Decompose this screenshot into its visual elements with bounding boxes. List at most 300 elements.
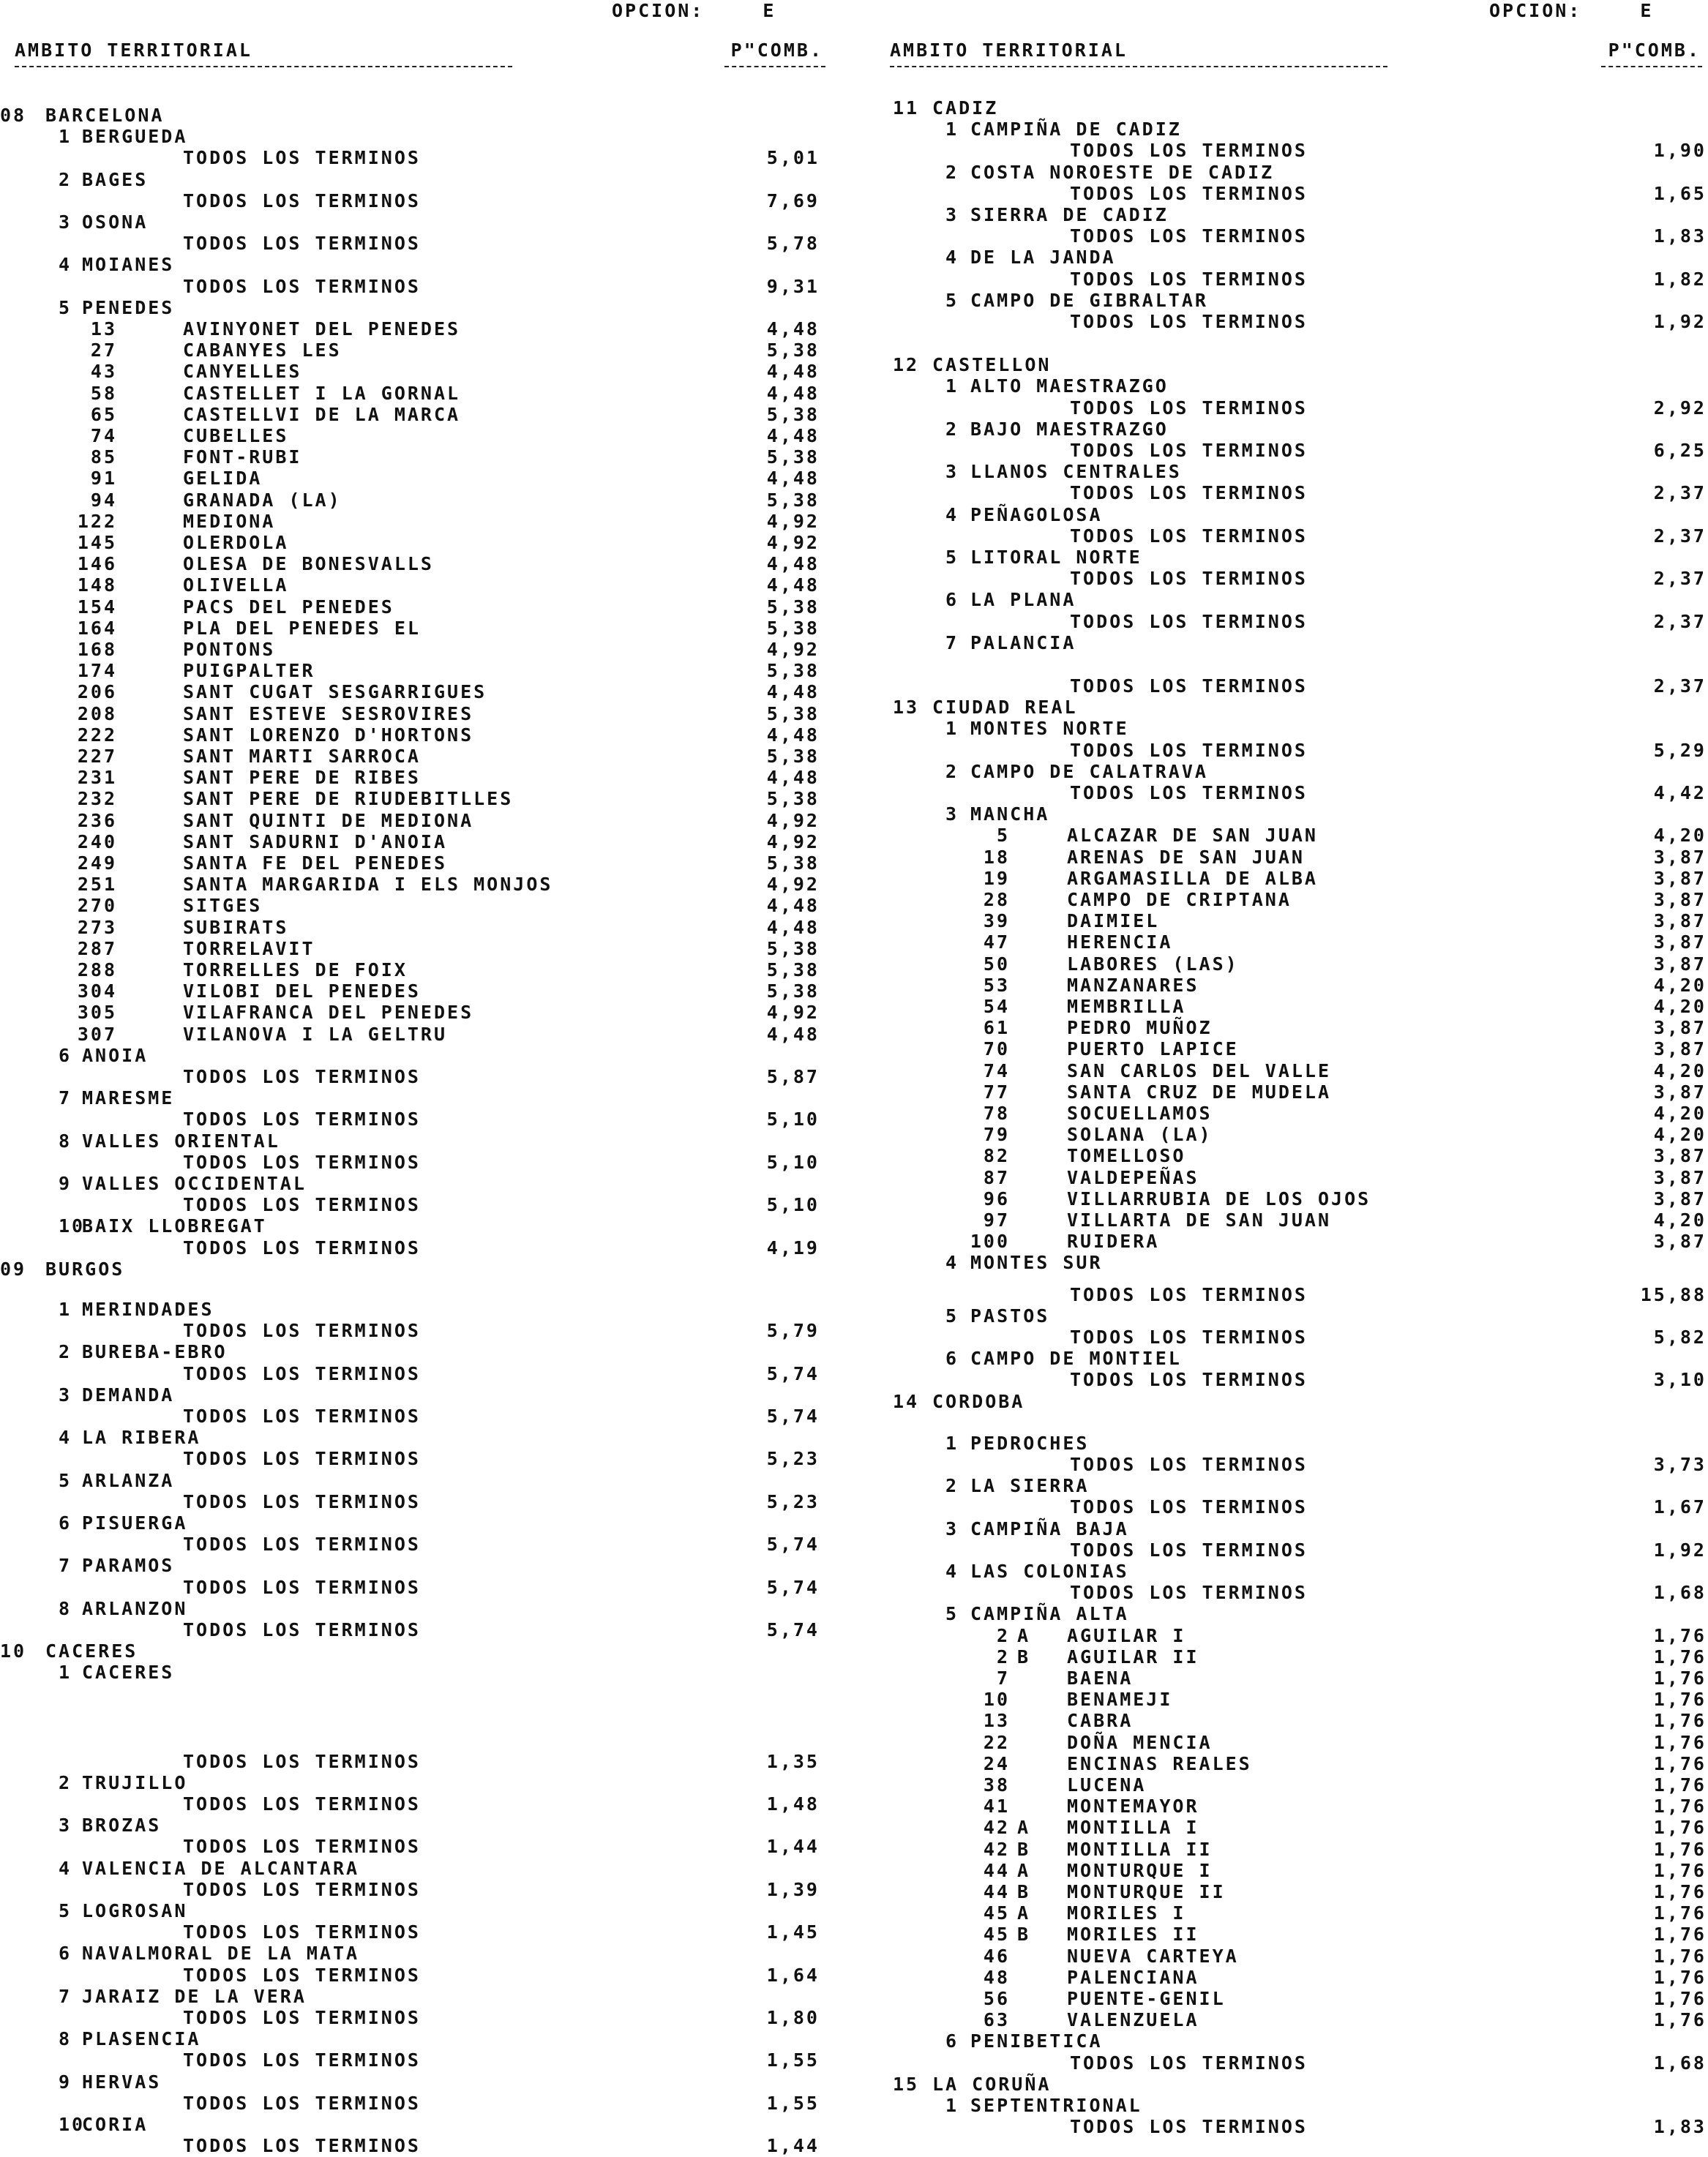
pcomb-value: 4,92	[766, 639, 820, 660]
province-code: 14	[893, 1390, 920, 1412]
comarca-code: 3	[945, 204, 959, 225]
municipality-row	[878, 1188, 1708, 1210]
municipality-name: CASTELLET I LA GORNAL	[183, 382, 461, 404]
municipality-row	[0, 361, 842, 383]
municipality-name: DOÑA MENCIA	[1067, 1731, 1213, 1753]
right-column	[878, 0, 1708, 2156]
municipality-name: SAN CARLOS DEL VALLE	[1067, 1059, 1332, 1081]
todos-row	[878, 1582, 1708, 1604]
comarca-name: BROZAS	[82, 1815, 162, 1837]
pcomb-value: 3,87	[1653, 1017, 1707, 1039]
pcomb-value: 4,48	[766, 916, 820, 938]
comarca-code: 2	[59, 168, 72, 190]
municipality-row	[878, 1902, 1708, 1924]
municipality-code: 28	[983, 889, 1010, 910]
comarca-row	[0, 2028, 842, 2050]
comarca-name: LLANOS CENTRALES	[970, 461, 1182, 483]
pcomb-value: 5,38	[766, 617, 820, 639]
municipality-code: 87	[983, 1166, 1010, 1188]
municipality-row	[0, 831, 842, 853]
pcomb-value: 2,92	[1653, 397, 1707, 419]
todos-label: TODOS LOS TERMINOS	[1070, 182, 1308, 204]
todos-row	[878, 1454, 1708, 1476]
comarca-name: OSONA	[82, 211, 149, 233]
todos-label: TODOS LOS TERMINOS	[1070, 2116, 1308, 2138]
comarca-row	[0, 1045, 842, 1067]
municipality-name: SUBIRATS	[183, 916, 289, 938]
todos-row	[878, 740, 1708, 762]
pcomb-value: 1,44	[766, 1836, 820, 1858]
todos-label: TODOS LOS TERMINOS	[183, 2135, 421, 2157]
province-name: CADIZ	[932, 97, 999, 119]
pcomb-value: 4,48	[766, 724, 820, 746]
comarca-name: MERINDADES	[82, 1299, 214, 1320]
municipality-name: SANT PERE DE RIBES	[183, 767, 421, 789]
comarca-name: ALTO MAESTRAZGO	[970, 375, 1169, 397]
todos-label: TODOS LOS TERMINOS	[183, 1320, 421, 1342]
comarca-name: HERVAS	[82, 2071, 162, 2093]
comarca-code: 2	[59, 1341, 72, 1363]
comarca-name: PEÑAGOLOSA	[970, 503, 1103, 525]
pcomb-value: 1,76	[1653, 1902, 1707, 1924]
todos-label: TODOS LOS TERMINOS	[1070, 1496, 1308, 1518]
municipality-row	[878, 1038, 1708, 1060]
municipality-code: 79	[983, 1124, 1010, 1146]
todos-label: TODOS LOS TERMINOS	[183, 2049, 421, 2071]
comarca-code: 1	[945, 2095, 959, 2116]
municipality-code: 53	[983, 974, 1010, 996]
comarca-name: BUREBA-EBRO	[82, 1341, 228, 1363]
pcomb-underline	[724, 66, 825, 67]
pcomb-value: 3,87	[1653, 931, 1707, 953]
comarca-code: 4	[59, 254, 72, 276]
comarca-name: PLASENCIA	[82, 2028, 201, 2050]
municipality-row	[0, 468, 842, 489]
todos-label: TODOS LOS TERMINOS	[183, 1793, 421, 1815]
pcomb-value: 2,37	[1653, 482, 1707, 504]
municipality-code: 10	[983, 1689, 1010, 1711]
todos-row	[0, 1066, 842, 1088]
municipality-name: MORILES II	[1067, 1924, 1199, 1946]
pcomb-value: 5,78	[766, 233, 820, 255]
municipality-row	[878, 1167, 1708, 1189]
comarca-name: PARAMOS	[82, 1555, 175, 1577]
todos-label: TODOS LOS TERMINOS	[183, 275, 421, 297]
municipality-name: CAMPO DE CRIPTANA	[1067, 889, 1292, 910]
comarca-row	[878, 803, 1708, 825]
pcomb-value: 4,48	[766, 553, 820, 575]
todos-label: TODOS LOS TERMINOS	[183, 1362, 421, 1384]
todos-row	[0, 2049, 842, 2071]
province-row	[878, 2074, 1708, 2096]
municipality-name: AVINYONET DEL PENEDES	[183, 318, 461, 340]
comarca-code: 4	[945, 1252, 959, 1274]
municipality-row	[878, 1946, 1708, 1967]
municipality-code: 48	[983, 1966, 1010, 1988]
pcomb-value: 5,74	[766, 1534, 820, 1556]
municipality-row	[878, 847, 1708, 869]
municipality-code: 22	[983, 1731, 1010, 1753]
municipality-row	[878, 953, 1708, 975]
province-name: CIUDAD REAL	[932, 697, 1078, 719]
pcomb-value: 5,23	[766, 1448, 820, 1470]
todos-row	[0, 1751, 842, 1773]
municipality-code: 100	[970, 1231, 1010, 1253]
municipality-name: VILOBI DEL PENEDES	[183, 980, 421, 1002]
pcomb-value: 1,44	[766, 2135, 820, 2157]
municipality-name: MEDIONA	[183, 510, 276, 532]
opcion-label: OPCION:	[612, 0, 705, 21]
todos-label: TODOS LOS TERMINOS	[183, 2092, 421, 2114]
municipality-name: PEDRO MUÑOZ	[1067, 1017, 1213, 1039]
municipality-name: CABANYES LES	[183, 340, 342, 361]
pcomb-value: 5,23	[766, 1490, 820, 1512]
municipality-code: 13	[90, 318, 117, 340]
comarca-row	[0, 2114, 842, 2136]
municipality-name: LABORES (LAS)	[1067, 953, 1239, 975]
comarca-row	[878, 1475, 1708, 1497]
comarca-code: 4	[945, 503, 959, 525]
todos-label: TODOS LOS TERMINOS	[1070, 440, 1308, 461]
pcomb-value: 4,48	[766, 425, 820, 446]
comarca-name: BAIX LLOBREGAT	[82, 1215, 267, 1237]
pcomb-value: 1,82	[1653, 268, 1707, 290]
comarca-code: 10	[59, 2114, 86, 2135]
pcomb-value: 4,20	[1653, 1209, 1707, 1231]
todos-row	[0, 2135, 842, 2157]
pcomb-value: 1,92	[1653, 311, 1707, 332]
pcomb-value: 1,90	[1653, 140, 1707, 162]
pcomb-value: 1,55	[766, 2049, 820, 2071]
municipality-name: SANT ESTEVE SESROVIRES	[183, 702, 474, 724]
comarca-row	[0, 1943, 842, 1965]
municipality-row	[0, 532, 842, 554]
comarca-name: MARESME	[82, 1087, 175, 1109]
todos-row	[878, 568, 1708, 590]
municipality-name: ARENAS DE SAN JUAN	[1067, 846, 1305, 868]
municipality-code: 251	[77, 874, 117, 896]
comarca-name: CAMPO DE GIBRALTAR	[970, 289, 1208, 311]
pcomb-value: 4,19	[766, 1237, 820, 1258]
pcomb-value: 1,76	[1653, 1668, 1707, 1689]
municipality-name: SANT MARTI SARROCA	[183, 746, 421, 767]
municipality-row	[878, 1231, 1708, 1253]
opcion-label: OPCION:	[1489, 0, 1582, 21]
province-code: 09	[0, 1258, 27, 1280]
comarca-code: 8	[59, 2028, 72, 2050]
municipality-code: 164	[77, 617, 117, 639]
municipality-code: 154	[77, 596, 117, 618]
comarca-code: 1	[945, 718, 959, 740]
todos-row	[878, 397, 1708, 419]
municipality-row	[878, 1988, 1708, 2010]
pcomb-value: 1,76	[1653, 1945, 1707, 1967]
pcomb-value: 4,20	[1653, 996, 1707, 1017]
municipality-name: OLERDOLA	[183, 532, 289, 553]
todos-row	[0, 276, 842, 298]
todos-row	[878, 183, 1708, 205]
comarca-name: DE LA JANDA	[970, 247, 1116, 269]
todos-row	[0, 1152, 842, 1174]
municipality-name: SANT QUINTI DE MEDIONA	[183, 809, 474, 831]
municipality-suffix: A	[1017, 1859, 1031, 1881]
comarca-row	[878, 2030, 1708, 2052]
municipality-name: SITGES	[183, 895, 263, 917]
comarca-row	[0, 297, 842, 319]
pcomb-value: 6,25	[1653, 440, 1707, 461]
pcomb-value: 2,37	[1653, 610, 1707, 632]
comarca-code: 4	[59, 1857, 72, 1879]
municipality-name: GRANADA (LA)	[183, 489, 342, 511]
pcomb-label: P"COMB.	[1608, 40, 1701, 61]
comarca-row	[0, 1215, 842, 1237]
comarca-name: CAMPIÑA DE CADIZ	[970, 119, 1182, 140]
municipality-row	[878, 2009, 1708, 2031]
pcomb-value: 1,76	[1653, 2009, 1707, 2031]
pcomb-value: 1,76	[1653, 1881, 1707, 1902]
municipality-code: 307	[77, 1023, 117, 1045]
municipality-name: ALCAZAR DE SAN JUAN	[1067, 825, 1318, 847]
pcomb-value: 4,20	[1653, 825, 1707, 847]
comarca-row	[878, 247, 1708, 269]
comarca-code: 8	[59, 1597, 72, 1619]
opcion-value: E	[763, 0, 776, 21]
todos-label: TODOS LOS TERMINOS	[1070, 268, 1308, 290]
municipality-row	[878, 996, 1708, 1018]
pcomb-value: 3,87	[1653, 1231, 1707, 1253]
pcomb-value: 5,10	[766, 1151, 820, 1173]
comarca-code: 1	[59, 1299, 72, 1320]
municipality-row	[878, 910, 1708, 932]
municipality-name: PUERTO LAPICE	[1067, 1038, 1239, 1060]
pcomb-value: 1,76	[1653, 1646, 1707, 1668]
municipality-name: DAIMIEL	[1067, 910, 1160, 932]
ambito-label: AMBITO TERRITORIAL	[890, 40, 1128, 61]
municipality-row	[878, 1060, 1708, 1082]
municipality-name: NUEVA CARTEYA	[1067, 1945, 1239, 1967]
pcomb-value: 5,38	[766, 403, 820, 425]
comarca-name: LOGROSAN	[82, 1900, 188, 1921]
municipality-row	[0, 681, 842, 703]
pcomb-value: 5,87	[766, 1066, 820, 1087]
municipality-code: 63	[983, 2009, 1010, 2031]
comarca-row	[878, 375, 1708, 397]
municipality-code: 54	[983, 996, 1010, 1017]
pcomb-value: 1,83	[1653, 2116, 1707, 2138]
municipality-code: 41	[983, 1796, 1010, 1817]
pcomb-value: 4,92	[766, 1002, 820, 1024]
comarca-code: 5	[945, 1603, 959, 1625]
opcion-value: E	[1640, 0, 1654, 21]
comarca-row	[878, 204, 1708, 226]
comarca-row	[0, 1986, 842, 2008]
comarca-code: 3	[945, 461, 959, 483]
todos-label: TODOS LOS TERMINOS	[183, 1576, 421, 1598]
todos-row	[878, 611, 1708, 633]
municipality-name: BENAMEJI	[1067, 1689, 1173, 1711]
municipality-name: MEMBRILLA	[1067, 996, 1186, 1017]
comarca-row	[878, 162, 1708, 184]
todos-label: TODOS LOS TERMINOS	[1070, 610, 1308, 632]
municipality-row	[878, 1710, 1708, 1732]
municipality-name: MONTEMAYOR	[1067, 1796, 1199, 1817]
pcomb-value: 5,38	[766, 746, 820, 767]
pcomb-value: 5,38	[766, 660, 820, 682]
municipality-row	[0, 446, 842, 468]
municipality-code: 148	[77, 574, 117, 596]
pcomb-value: 4,48	[766, 468, 820, 489]
pcomb-value: 1,76	[1653, 1966, 1707, 1988]
municipality-name: PLA DEL PENEDES EL	[183, 617, 421, 639]
todos-row	[0, 1448, 842, 1470]
comarca-code: 1	[945, 375, 959, 397]
todos-row	[0, 147, 842, 169]
comarca-code: 1	[59, 1662, 72, 1684]
comarca-row	[0, 1772, 842, 1794]
comarca-row	[0, 1900, 842, 1922]
comarca-name: ANOIA	[82, 1044, 149, 1066]
municipality-code: 97	[983, 1209, 1010, 1231]
municipality-code: 65	[90, 403, 117, 425]
municipality-suffix: B	[1017, 1646, 1031, 1668]
todos-label: TODOS LOS TERMINOS	[183, 1878, 421, 1900]
comarca-code: 2	[945, 161, 959, 183]
pcomb-value: 1,64	[766, 1964, 820, 1986]
municipality-name: SANT PERE DE RIUDEBITLLES	[183, 788, 514, 810]
comarca-code: 3	[59, 1384, 72, 1406]
municipality-code: 74	[983, 1059, 1010, 1081]
pcomb-value: 1,80	[766, 2007, 820, 2028]
pcomb-value: 5,38	[766, 489, 820, 511]
comarca-code: 6	[59, 1044, 72, 1066]
comarca-row	[878, 589, 1708, 611]
municipality-code: 146	[77, 553, 117, 575]
comarca-name: LITORAL NORTE	[970, 547, 1142, 568]
province-name: CASTELLON	[932, 354, 1052, 376]
comarca-code: 2	[59, 1771, 72, 1793]
pcomb-value: 3,87	[1653, 846, 1707, 868]
municipality-name: PUIGPALTER	[183, 660, 315, 682]
comarca-name: CAMPIÑA BAJA	[970, 1518, 1129, 1539]
comarca-name: CAMPIÑA ALTA	[970, 1603, 1129, 1625]
municipality-row	[0, 917, 842, 939]
municipality-name: HERENCIA	[1067, 931, 1173, 953]
comarca-row	[878, 632, 1708, 654]
todos-label: TODOS LOS TERMINOS	[1070, 525, 1308, 547]
province-row	[878, 697, 1708, 719]
comarca-name: MONTES SUR	[970, 1252, 1103, 1274]
comarca-row	[878, 461, 1708, 483]
pcomb-value: 4,92	[766, 532, 820, 553]
pcomb-value: 4,48	[766, 382, 820, 404]
todos-label: TODOS LOS TERMINOS	[1070, 739, 1308, 761]
municipality-name: TORRELLES DE FOIX	[183, 959, 408, 980]
comarca-name: BAJO MAESTRAZGO	[970, 418, 1169, 440]
municipality-row	[878, 1817, 1708, 1839]
municipality-code: 231	[77, 767, 117, 789]
comarca-name: ARLANZA	[82, 1469, 175, 1491]
comarca-row	[878, 1252, 1708, 1274]
municipality-row	[0, 660, 842, 682]
todos-row	[878, 482, 1708, 504]
comarca-name: LA SIERRA	[970, 1475, 1090, 1497]
municipality-name: VILLARRUBIA DE LOS OJOS	[1067, 1188, 1371, 1209]
municipality-code: 270	[77, 895, 117, 917]
pcomb-value: 4,20	[1653, 1059, 1707, 1081]
municipality-row	[0, 938, 842, 960]
municipality-name: CUBELLES	[183, 425, 289, 446]
todos-row	[878, 140, 1708, 162]
municipality-row	[0, 810, 842, 832]
municipality-row	[0, 724, 842, 746]
municipality-code: 74	[90, 425, 117, 446]
pcomb-value: 4,92	[766, 874, 820, 896]
pcomb-value: 4,92	[766, 809, 820, 831]
municipality-name: PACS DEL PENEDES	[183, 596, 394, 618]
comarca-code: 5	[59, 1469, 72, 1491]
comarca-row	[878, 718, 1708, 740]
municipality-row	[0, 895, 842, 917]
pcomb-value: 1,76	[1653, 1924, 1707, 1946]
municipality-row	[878, 1689, 1708, 1711]
comarca-row	[0, 1130, 842, 1152]
municipality-code: 96	[983, 1188, 1010, 1209]
municipality-code: 39	[983, 910, 1010, 932]
comarca-code: 6	[945, 2030, 959, 2052]
pcomb-underline	[1601, 66, 1702, 67]
todos-label: TODOS LOS TERMINOS	[183, 1066, 421, 1087]
todos-row	[0, 1194, 842, 1216]
municipality-row	[878, 1124, 1708, 1146]
todos-label: TODOS LOS TERMINOS	[1070, 675, 1308, 697]
municipality-name: SANTA FE DEL PENEDES	[183, 852, 448, 874]
comarca-name: CAMPO DE CALATRAVA	[970, 760, 1208, 782]
comarca-name: BERGUEDA	[82, 126, 188, 148]
comarca-code: 3	[945, 1518, 959, 1539]
comarca-code: 6	[59, 1943, 72, 1965]
comarca-name: PASTOS	[970, 1305, 1050, 1327]
municipality-row	[0, 618, 842, 639]
todos-label: TODOS LOS TERMINOS	[1070, 482, 1308, 504]
municipality-suffix: A	[1017, 1817, 1031, 1839]
pcomb-value: 4,20	[1653, 1124, 1707, 1146]
comarca-code: 3	[59, 1815, 72, 1837]
pcomb-value: 1,35	[766, 1750, 820, 1772]
pcomb-value: 5,74	[766, 1362, 820, 1384]
comarca-code: 2	[945, 760, 959, 782]
pcomb-value: 1,76	[1653, 1752, 1707, 1774]
municipality-row	[0, 340, 842, 361]
comarca-row	[878, 290, 1708, 312]
comarca-row	[0, 1470, 842, 1492]
province-code: 13	[893, 697, 920, 719]
municipality-code: 19	[983, 867, 1010, 889]
todos-row	[878, 675, 1708, 697]
comarca-code: 6	[945, 589, 959, 611]
municipality-code: 43	[90, 361, 117, 383]
todos-label: TODOS LOS TERMINOS	[1070, 140, 1308, 162]
todos-label: TODOS LOS TERMINOS	[1070, 1539, 1308, 1561]
pcomb-value: 5,38	[766, 596, 820, 618]
municipality-name: SANTA CRUZ DE MUDELA	[1067, 1081, 1332, 1103]
comarca-name: PEDROCHES	[970, 1432, 1090, 1454]
municipality-code: 38	[983, 1774, 1010, 1796]
municipality-row	[0, 511, 842, 533]
pcomb-value: 3,87	[1653, 1038, 1707, 1060]
pcomb-value: 5,38	[766, 980, 820, 1002]
province-name: BURGOS	[45, 1258, 125, 1280]
pcomb-value: 4,48	[766, 681, 820, 703]
